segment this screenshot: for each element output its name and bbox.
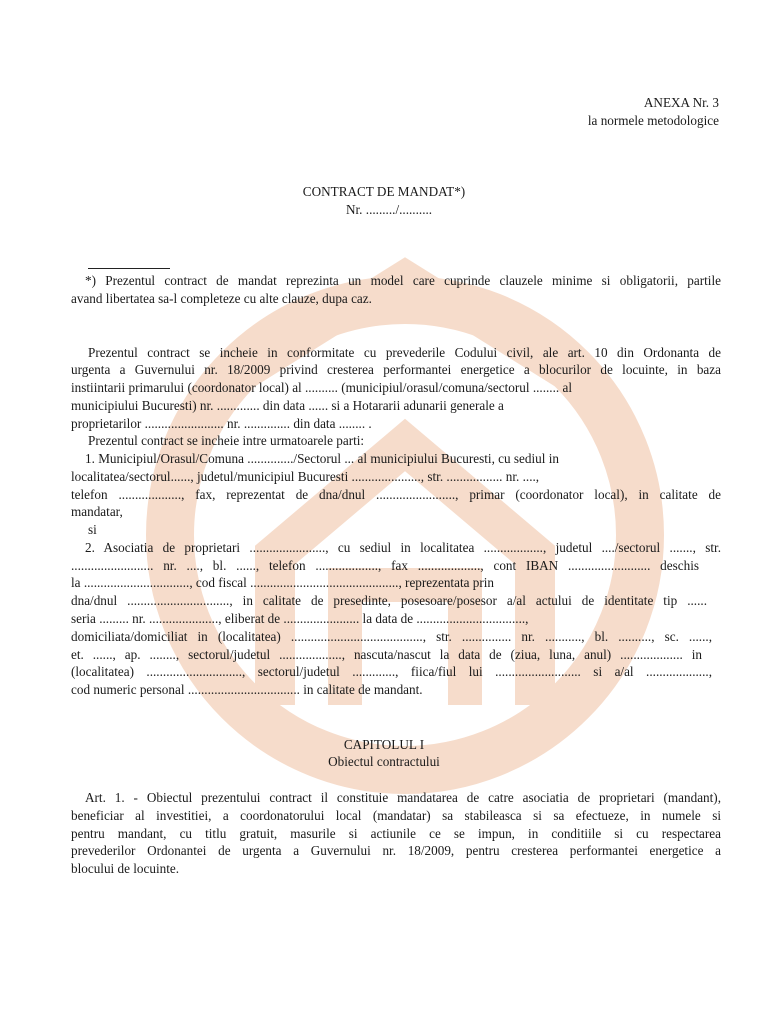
article1-line: pentru mandant, cu titlu gratuit, masurile si actiunile ce se impun, in conditiile si cu respectarea [71,826,721,841]
annex-number: ANEXA Nr. 3 [643,95,719,110]
footnote-line: avand libertatea sa-l completeze cu alte clauze, dupa caz. [71,291,372,306]
annex-subtitle: la normele metodologice [587,113,719,128]
party2-line: seria ......... nr. ....................., eliberat de ....................... la data de ................................., [71,611,529,626]
party2-line: dna/dnul ..............................., in calitate de presedinte, posesoare/posesor a/al actului de identitate tip ...... [71,593,707,608]
preamble-line: proprietarilor ........................ nr. .............. din data ........ . [71,416,372,431]
article1-line: blocului de locuinte. [71,861,180,876]
party2-line: (localitatea) ............................., sectorul/judetul ............., fiica/fiul lui .......................... si a/al ..................., [71,664,712,679]
footnote-separator [88,268,170,269]
article1-line: Art. 1. - Obiectul prezentului contract il constituie mandatarea de catre asociatia de proprietari (mandant), [85,790,721,805]
chapter-title: CAPITOLUL I [343,737,425,752]
party1-line: telefon ..................., fax, reprezentat de dna/dnul ........................, primar (coordonator local), in calitate de [71,487,721,502]
party2-line: ......................... nr. ...., bl. ......, telefon ..................., fax ..................., cont IBAN ......................... deschis [71,558,699,573]
party1-line: localitatea/sectorul......, judetul/municipiul Bucuresti ....................., str. ................. nr. ...., [71,469,540,484]
party1-line: 1. Municipiul/Orasul/Comuna ............../Sectorul ... al municipiului Bucuresti, cu sediul in [85,451,559,466]
party2-line: et. ......, ap. ........, sectorul/judetul ..................., nascuta/nascut la data de (ziua, luna, anul) ................... in [71,647,702,662]
party2-line: cod numeric personal .................................. in calitate de mandant. [71,682,423,697]
article1-line: beneficiar al investitiei, a coordonatorului local (mandatar) sa stabileasca si sa efectueze, in numele si [71,808,721,823]
party2-line: domiciliata/domiciliat in (localitatea) ........................................, str. ............... nr. ..........., bl. .........., sc. ......, [71,629,712,644]
chapter-subtitle: Obiectul contractului [328,754,440,769]
party2-line: 2. Asociatia de proprietari ......................., cu sediul in localitatea .................., judetul ..../sectorul ......., str. [85,540,721,555]
party1-line: mandatar, [71,504,123,519]
preamble-line: urgenta a Guvernului nr. 18/2009 privind cresterea performantei energetice a blocurilor de locuinte, in baza [71,362,721,377]
parties-intro: Prezentul contract se incheie intre urmatoarele parti: [88,433,365,448]
conjunction: si [88,522,97,537]
footnote-line: *) Prezentul contract de mandat reprezinta un model care cuprinde clauzele minime si obligatorii, partile [85,273,721,288]
party2-line: la ................................, cod fiscal ............................................., reprezentata prin [71,575,495,590]
preamble-line: municipiului Bucuresti) nr. ............. din data ...... si a Hotararii adunarii generale a [71,398,504,413]
article1-line: prevederilor Ordonantei de urgenta a Guvernului nr. 18/2009, pentru cresterea performantei energetice a [71,843,721,858]
preamble-line: instiintarii primarului (coordonator local) al .......... (municipiul/orasul/comuna/sectorul ........ al [71,380,573,395]
contract-title: CONTRACT DE MANDAT*) [302,184,466,199]
preamble-line: Prezentul contract se incheie in conformitate cu prevederile Codului civil, ale art. 10 din Ordonanta de [88,345,721,360]
contract-number: Nr. ........./.......... [346,202,433,217]
